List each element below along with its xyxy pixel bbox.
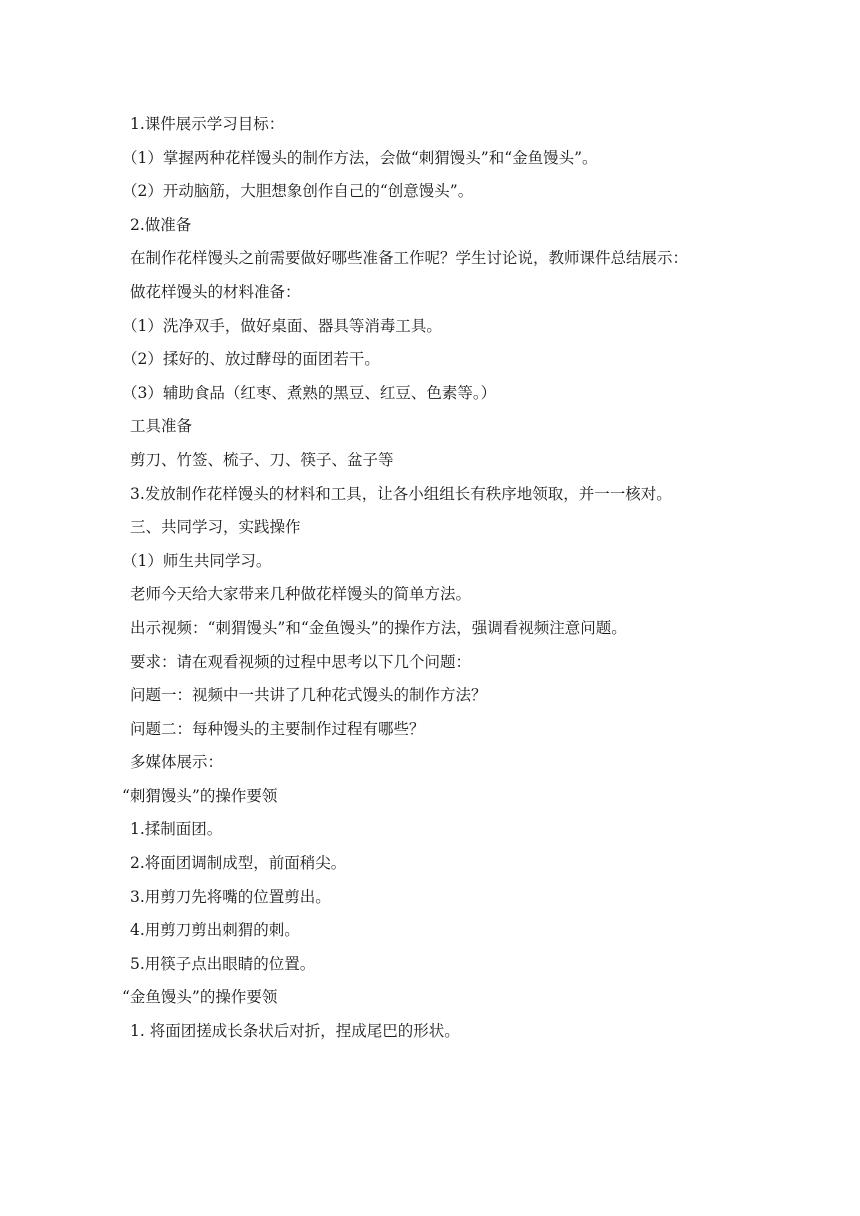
line-objectives-heading: 1.课件展示学习目标： bbox=[130, 115, 285, 133]
line-objective-2: （2）开动脑筋，大胆想象创作自己的“创意馒头”。 bbox=[122, 182, 474, 201]
line-preparation-question: 在制作花样馒头之前需要做好哪些准备工作呢？学生讨论说，教师课件总结展示： bbox=[130, 249, 689, 268]
line-goldfish-heading: “金鱼馒头”的操作要领 bbox=[122, 988, 278, 1007]
line-hedgehog-step-1: 1.揉制面团。 bbox=[130, 820, 223, 839]
line-joint-study: （1）师生共同学习。 bbox=[122, 551, 272, 570]
line-hedgehog-heading: “刺猬馒头”的操作要领 bbox=[122, 786, 278, 805]
document-body bbox=[122, 108, 745, 1049]
line-tools-list: 剪刀、竹签、梳子、刀、筷子、盆子等 bbox=[130, 450, 394, 469]
line-hedgehog-step-4: 4.用剪刀剪出刺猬的刺。 bbox=[130, 921, 300, 940]
line-question-2: 问题二：每种馒头的主要制作过程有哪些？ bbox=[130, 719, 425, 738]
line-requirement: 要求：请在观看视频的过程中思考以下几个问题： bbox=[130, 652, 472, 671]
line-hedgehog-step-3: 3.用剪刀先将嘴的位置剪出。 bbox=[130, 887, 331, 906]
line-section-three-heading: 三、共同学习，实践操作 bbox=[130, 518, 301, 537]
line-preparation-heading: 2.做准备 bbox=[130, 215, 192, 234]
line-goldfish-step-1: 1. 将面团搓成长条状后对折，捏成尾巴的形状。 bbox=[130, 1022, 460, 1041]
line-hedgehog-step-5: 5.用筷子点出眼睛的位置。 bbox=[130, 954, 316, 973]
line-materials-heading: 做花样馒头的材料准备： bbox=[130, 282, 301, 301]
line-material-3: （3）辅助食品（红枣、煮熟的黑豆、红豆、色素等。） bbox=[122, 383, 497, 402]
line-tools-heading: 工具准备 bbox=[130, 417, 193, 436]
line-objective-1: （1）掌握两种花样馒头的制作方法，会做“刺猬馒头”和“金鱼馒头”。 bbox=[122, 148, 598, 167]
line-hedgehog-step-2: 2.将面团调制成型，前面稍尖。 bbox=[130, 854, 347, 873]
line-material-2: （2）揉好的、放过酵母的面团若干。 bbox=[122, 350, 380, 369]
line-multimedia: 多媒体展示： bbox=[130, 753, 224, 772]
line-teacher-intro: 老师今天给大家带来几种做花样馒头的简单方法。 bbox=[130, 585, 472, 604]
line-distribute: 3.发放制作花样馒头的材料和工具，让各小组组长有秩序地领取，并一一核对。 bbox=[130, 484, 672, 503]
line-material-1: （1）洗净双手，做好桌面、器具等消毒工具。 bbox=[122, 316, 442, 335]
line-question-1: 问题一：视频中一共讲了几种花式馒头的制作方法？ bbox=[130, 686, 487, 705]
line-show-video: 出示视频：“刺猬馒头”和“金鱼馒头”的操作方法，强调看视频注意问题。 bbox=[130, 618, 627, 637]
